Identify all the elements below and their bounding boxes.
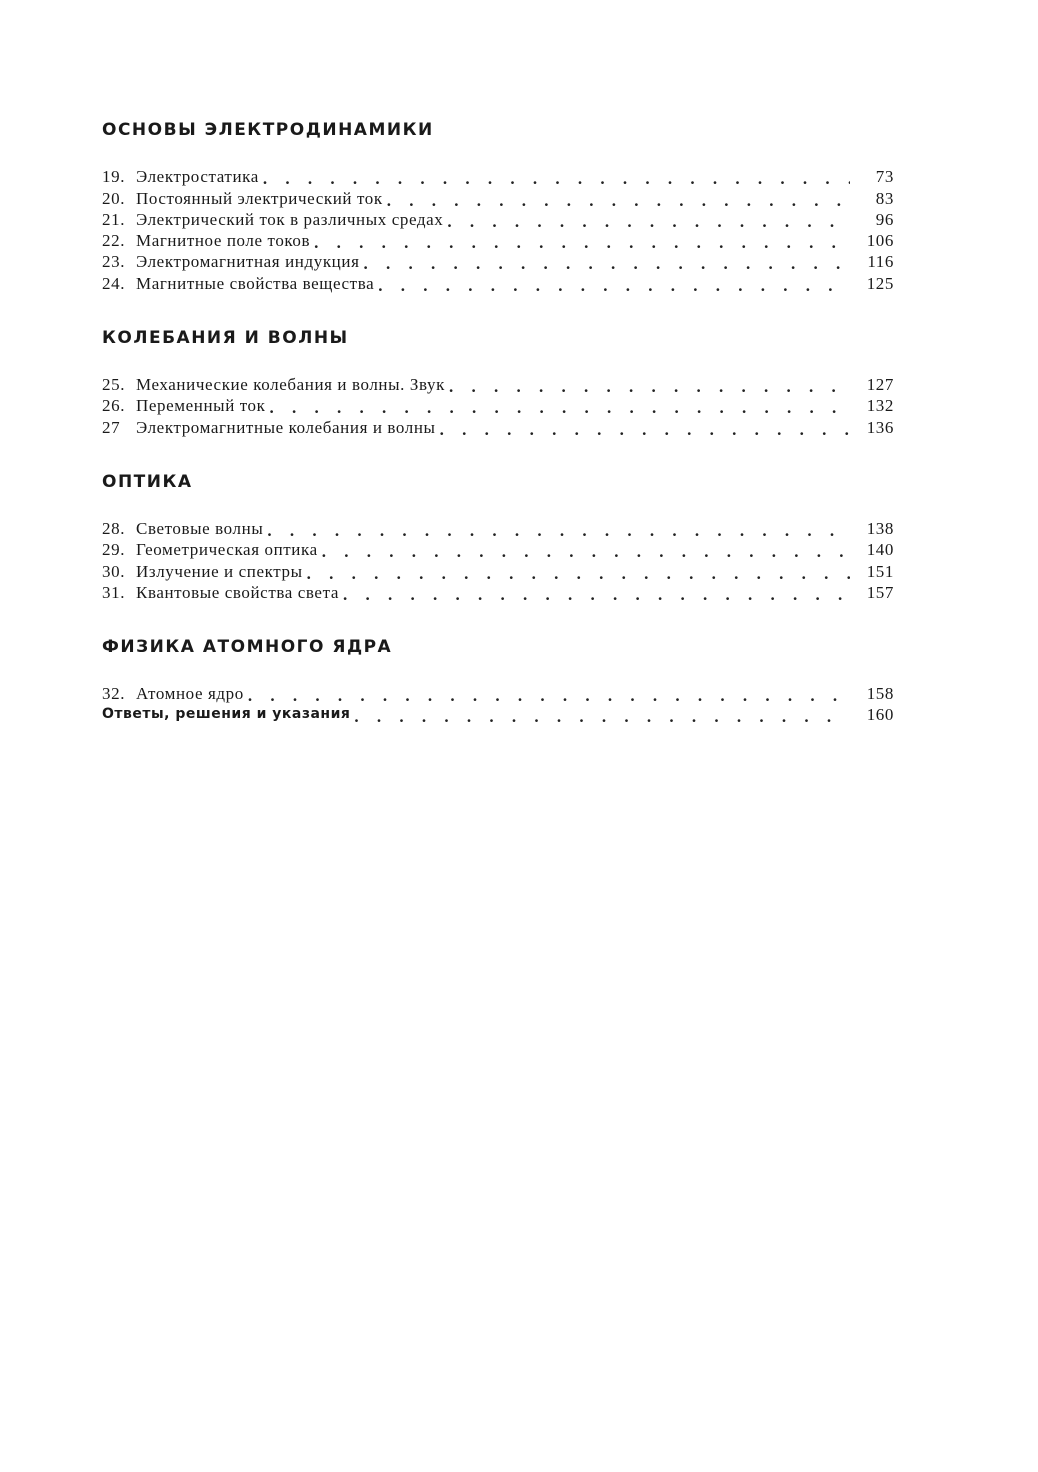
dot-leader <box>354 708 850 725</box>
section-nuclear-physics <box>102 627 894 726</box>
toc-entry <box>102 374 894 395</box>
entry-title: Квантовые свойства света <box>136 582 339 602</box>
toc-entry <box>102 166 894 187</box>
entry-page: 106 <box>866 231 894 251</box>
toc-entry <box>102 230 894 251</box>
section-title: КОЛЕБАНИЯ И ВОЛНЫ <box>102 327 349 348</box>
entry-page: 73 <box>875 167 894 187</box>
section-optics <box>102 462 894 603</box>
section-electrodynamics <box>102 110 894 294</box>
entry-number: 24. <box>102 273 126 293</box>
toc-entry-answers <box>102 704 894 725</box>
entry-title: Магнитные свойства вещества <box>136 273 375 293</box>
entry-page: 140 <box>866 540 894 560</box>
entry-number: 31. <box>102 582 126 602</box>
entry-title: Электромагнитная индукция <box>136 252 360 272</box>
section-title: ОСНОВЫ ЭЛЕКТРОДИНАМИКИ <box>102 120 434 140</box>
toc-entry <box>102 518 894 539</box>
entry-title: Магнитное поле токов <box>136 231 311 251</box>
toc-entry <box>102 683 894 704</box>
entry-page: 151 <box>866 561 894 581</box>
toc-entry <box>102 539 894 560</box>
dot-leader <box>440 421 850 438</box>
entry-number: 22. <box>102 231 126 251</box>
toc-entry <box>102 209 894 230</box>
toc-entry <box>102 395 894 416</box>
entry-number: 32. <box>102 684 126 704</box>
entry-title: Постоянный электрический ток <box>136 188 383 208</box>
entry-title: Световые волны <box>136 518 264 538</box>
answers-page: 160 <box>866 705 894 725</box>
dot-leader <box>248 687 850 704</box>
section-oscillations-waves <box>102 318 894 438</box>
entry-title: Механические колебания и волны. Звук <box>136 375 445 395</box>
entry-page: 132 <box>866 396 894 416</box>
entry-page: 127 <box>866 375 894 395</box>
dot-leader <box>263 170 850 187</box>
dot-leader <box>307 565 850 582</box>
entry-number: 27 <box>102 417 121 437</box>
entry-page: 136 <box>866 417 894 437</box>
entry-page: 125 <box>866 273 894 293</box>
entry-number: 25. <box>102 375 126 395</box>
entry-title: Излучение и спектры <box>136 561 303 581</box>
toc-entry <box>102 272 894 293</box>
dot-leader <box>270 399 851 416</box>
entry-number: 19. <box>102 167 126 187</box>
entry-number: 26. <box>102 396 126 416</box>
entry-title: Электромагнитные колебания и волны <box>136 417 436 437</box>
dot-leader <box>343 586 850 603</box>
dot-leader <box>267 522 850 539</box>
toc-entry <box>102 187 894 208</box>
entry-number: 28. <box>102 518 126 538</box>
dot-leader <box>322 543 850 560</box>
dot-leader <box>449 378 850 395</box>
entry-title: Переменный ток <box>136 396 266 416</box>
dot-leader <box>387 192 850 209</box>
entry-page: 83 <box>875 188 894 208</box>
section-title: ОПТИКА <box>102 471 193 492</box>
toc-entry <box>102 560 894 581</box>
entry-number: 20. <box>102 188 126 208</box>
entry-page: 157 <box>866 582 894 602</box>
entry-page: 116 <box>867 252 894 272</box>
entry-number: 30. <box>102 561 126 581</box>
entry-title: Атомное ядро <box>136 684 244 704</box>
answers-title: Ответы, решения и указания <box>102 706 351 723</box>
dot-leader <box>364 255 851 272</box>
toc-entry <box>102 416 894 437</box>
table-of-contents <box>102 110 894 749</box>
entry-page: 138 <box>866 518 894 538</box>
dot-leader <box>314 234 850 251</box>
entry-page: 158 <box>866 684 894 704</box>
dot-leader <box>378 277 850 294</box>
dot-leader <box>447 213 850 230</box>
entry-title: Электростатика <box>136 167 259 187</box>
entry-number: 23. <box>102 252 126 272</box>
entry-page: 96 <box>875 209 894 229</box>
toc-entry <box>102 251 894 272</box>
section-title: ФИЗИКА АТОМНОГО ЯДРА <box>102 636 393 657</box>
entry-title: Геометрическая оптика <box>136 540 318 560</box>
toc-entry <box>102 582 894 603</box>
entry-number: 29. <box>102 540 126 560</box>
entry-title: Электрический ток в различных средах <box>136 209 444 229</box>
entry-number: 21. <box>102 209 126 229</box>
